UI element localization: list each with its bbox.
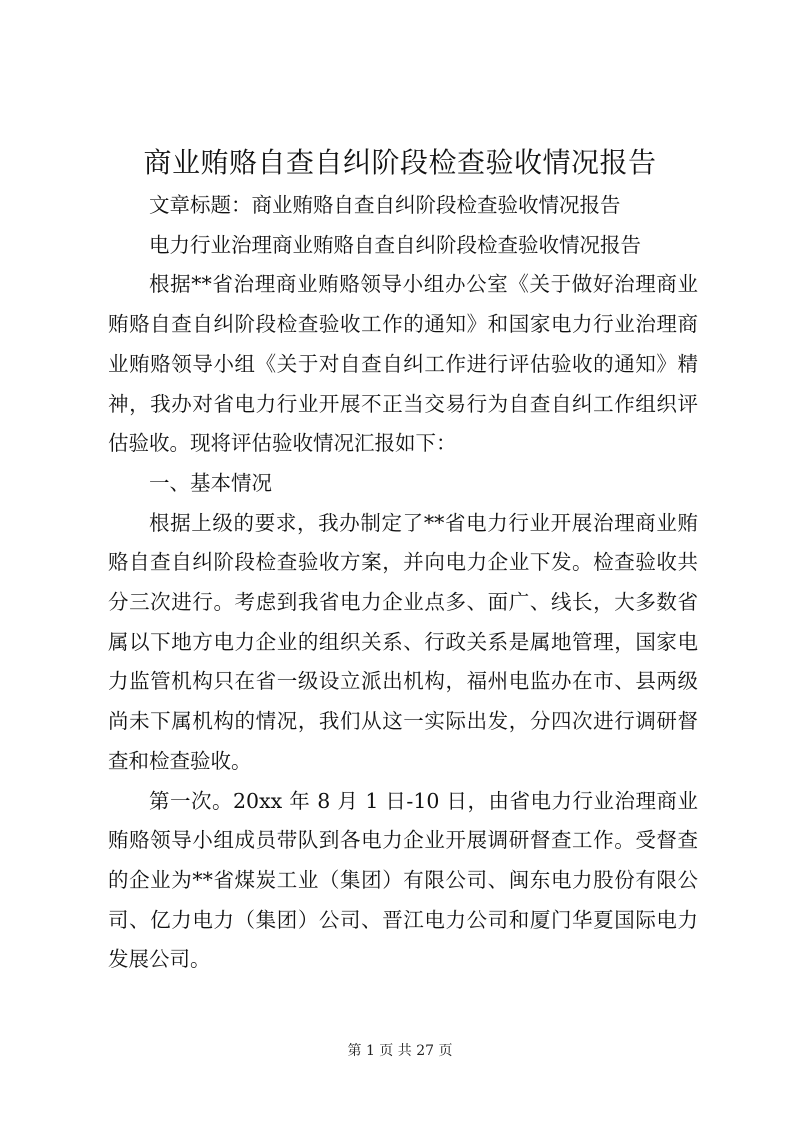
body-paragraph: 根据上级的要求，我办制定了**省电力行业开展治理商业贿赂自查自纠阶段检查验收方案，并向电力企业下发。检查验收共分三次进行。考虑到我省电力企业点多、面广、线长，大多数省属以下地方电力企业的组织关系、行政关系是属地管理，国家电力监管机构只在省一级设立派出机构，福州电监办在市、县两级尚未下属机构的情况，我们从这一实际出发，分四次进行调研督查和检查验收。 [108, 510, 698, 773]
section-heading: 一、基本情况 [149, 470, 272, 495]
body-paragraph: 第一次。20xx 年 8 月 1 日-10 日，由省电力行业治理商业贿赂领导小组成员带队到各电力企业开展调研督查工作。受督查的企业为**省煤炭工业（集团）有限公司、闽东电力股份有限公司、亿力电力（集团）公司、晋江电力公司和厦门华夏国际电力发展公司。 [108, 788, 698, 972]
subtitle-line: 电力行业治理商业贿赂自查自纠阶段检查验收情况报告 [149, 232, 641, 257]
document-title: 商业贿赂自查自纠阶段检查验收情况报告 [143, 146, 657, 179]
document-body [108, 186, 698, 980]
article-title-line: 文章标题：商业贿赂自查自纠阶段检查验收情况报告 [149, 193, 621, 217]
page-number-footer: 第 1 页 共 27 页 [347, 1043, 453, 1059]
intro-paragraph: 根据**省治理商业贿赂领导小组办公室《关于做好治理商业贿赂自查自纠阶段检查验收工作的通知》和国家电力行业治理商业贿赂领导小组《关于对自查自纠工作进行评估验收的通知》精神，我办对省电力行业开展不正当交易行为自查自纠工作组织评估验收。现将评估验收情况汇报如下： [108, 272, 698, 456]
